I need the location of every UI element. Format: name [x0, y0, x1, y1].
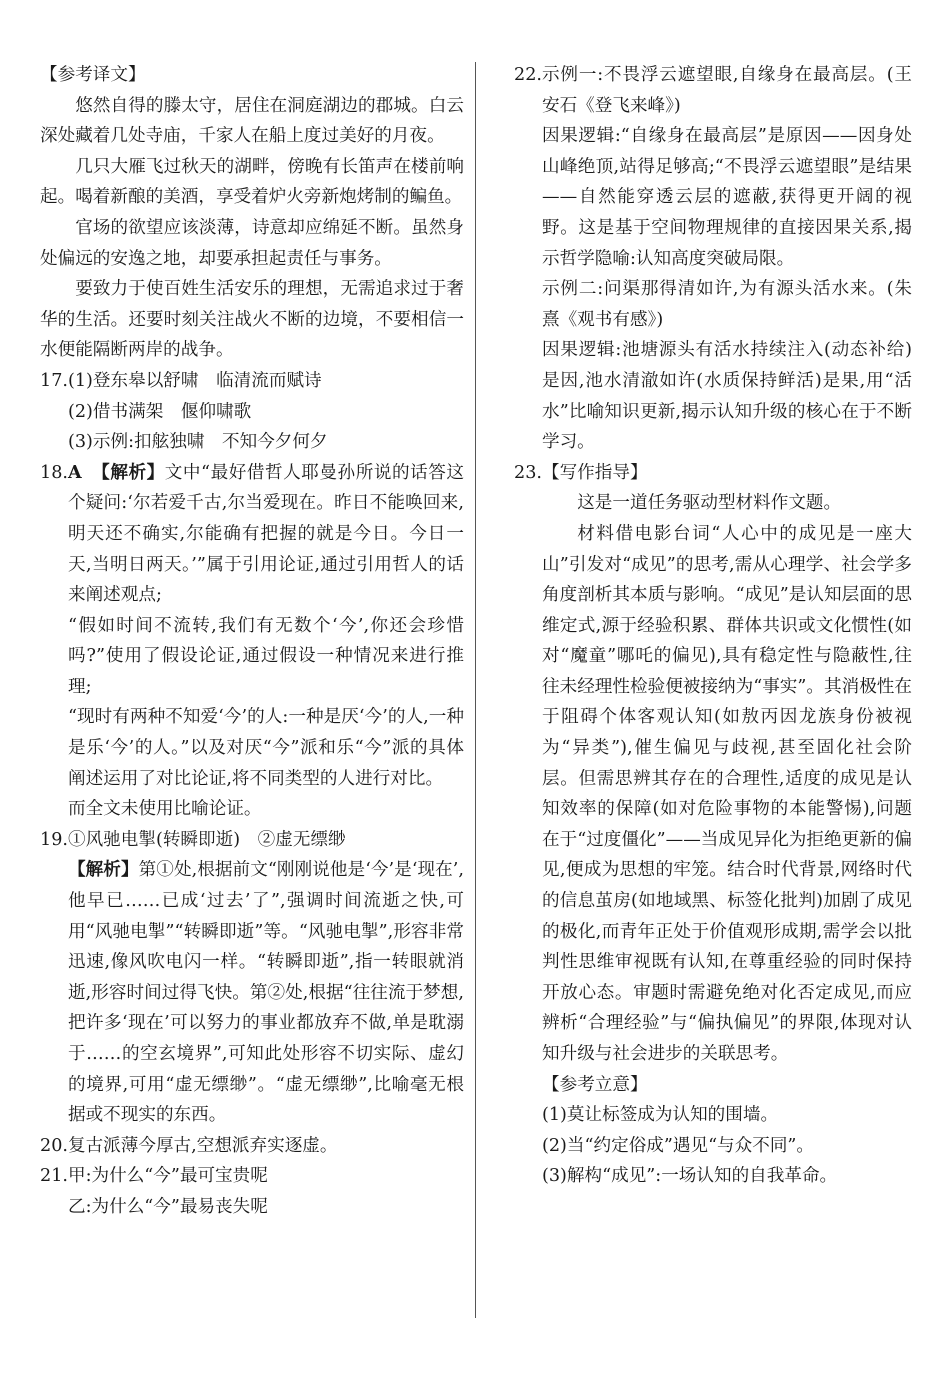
answer-line: 乙:为什么“今”最易丧失呢: [67, 1196, 268, 1217]
question-number: 18.: [40, 462, 68, 483]
question-19: [40, 825, 464, 1131]
answer-line: (2)借书满架 偃仰啸歌: [68, 401, 252, 422]
question-21: [40, 1161, 464, 1222]
example-line: 示例二:问渠那得清如许,为有源头活水来。(朱熹《观书有感》): [541, 279, 912, 330]
answer-line: ①风驰电掣(转瞬即逝) ②虚无缥缈: [67, 829, 346, 850]
question-18: [40, 458, 464, 825]
guide-paragraph: 这是一道任务驱动型材料作文题。: [577, 493, 842, 514]
translation-paragraph: 官场的欲望应该淡薄，诗意却应绵延不断。虽然身处偏远的安逸之地，却要承担起责任与事务。: [40, 217, 464, 269]
question-23: [514, 458, 912, 489]
analysis-label: 【解析】: [67, 859, 139, 881]
question-number: 20.: [40, 1135, 68, 1156]
section-title: 【参考立意】: [542, 1074, 648, 1095]
question-17: [40, 366, 464, 397]
guide-paragraph: 材料借电影台词“人心中的成见是一座大山”引发对“成见”的思考,需从心理学、社会学多角度剖析其本质与影响。“成见”是认知层面的思维定式,源于经验积累、群体共识或文化惯性(如对“魔童”哪吒的偏见),具有稳定性与隐蔽性,往往未经理性检验便被接纳为“事实”。其消极性在于阻碍个体客观认知(如敖丙因龙族身份被视为“异类”),催生偏见与歧视,甚至固化社会阶层。但需思辨其存在的合理性,适度的成见是认知效率的保障(如对危险事物的本能警惕),问题在于“过度僵化”——当成见异化为拒绝更新的偏见,便成为思想的牢笼。结合时代背景,网络时代的信息茧房(如地域黑、标签化批判)加剧了成见的极化,而青年正处于价值观形成期,需学会以批判性思维审视既有认知,在尊重经验的同时保持开放心态。审题时需避免绝对化否定成见,而应辨析“合理经验”与“偏执偏见”的界限,体现对认知升级与社会进步的关联思考。: [542, 523, 912, 1064]
analysis-label: 【解析】: [91, 461, 165, 483]
logic-paragraph: 因果逻辑:“自缘身在最高层”是原因——因身处山峰绝顶,站得足够高;“不畏浮云遮望眼”是结果——自然能穿透云层的遮蔽,获得更开阔的视野。这是基于空间物理规律的直接因果关系,揭示哲学隐喻:认知高度突破局限。: [541, 126, 912, 269]
reference-idea: (3)解构“成见”:一场认知的自我革命。: [542, 1166, 838, 1187]
analysis-paragraph: “现时有两种不知爱‘今’的人:一种是厌‘今’的人,一种是乐‘今’的人。”以及对厌“今”派和乐“今”派的具体阐述运用了对比论证,将不同类型的人进行对比。: [67, 707, 464, 789]
example-line: 示例一:不畏浮云遮望眼,自缘身在最高层。(王安石《登飞来峰》): [541, 65, 912, 116]
answer-line: 复古派薄今厚古,空想派弃实逐虚。: [67, 1135, 338, 1156]
analysis-paragraph: [68, 855, 464, 1130]
reference-idea: (2)当“约定俗成”遇见“与众不同”。: [542, 1135, 815, 1156]
question-number: 23.: [514, 462, 542, 483]
question-number: 17.: [40, 370, 68, 391]
left-column: [40, 60, 464, 1223]
section-title: 【写作指导】: [541, 462, 648, 483]
question-number: 22.: [514, 65, 542, 85]
answer-line: 甲:为什么“今”最可宝贵呢: [67, 1166, 268, 1187]
question-22: [514, 60, 912, 458]
reference-idea: (1)莫让标签成为认知的围墙。: [542, 1105, 779, 1126]
translation-paragraph: 要致力于使百姓生活安乐的理想，无需追求过于奢华的生活。还要时刻关注战火不断的边境，不要相信一水便能隔断两岸的战争。: [40, 279, 464, 361]
analysis-text: 文中“最好借哲人耶曼孙所说的话答这个疑问:‘尔若爱千古,尔当爱现在。昨日不能唤回来,明天还不确实,尔能确有把握的就是今日。今日一天,当明日两天。’”属于引用论证,通过引用哲人的话来阐述观点;: [67, 462, 464, 606]
analysis-text: 第①处,根据前文“刚刚说他是‘今’是‘现在’,他早已……已成‘过去’了”,强调时间流逝之快,可用“风驰电掣”“转瞬即逝”等。“风驰电掣”,形容非常迅速,像风吹电闪一样。“转瞬即逝”,指一转眼就消逝,形容时间过得飞快。第②处,根据“往往流于梦想,把许多‘现在’可以努力的事业都放弃不做,单是耽溺于……的空玄境界”,可知此处形容不切实际、虚幻的境界,可用“虚无缥缈”。“虚无缥缈”,比喻毫无根据或不现实的东西。: [67, 860, 464, 1126]
column-divider: [475, 62, 476, 1318]
translation-paragraph: 悠然自得的滕太守，居住在洞庭湖边的郡城。白云深处藏着几处寺庙，千家人在船上度过美好的月夜。: [40, 95, 464, 147]
translation-paragraph: 几只大雁飞过秋天的湖畔，傍晚有长笛声在楼前响起。喝着新酿的美酒，享受着炉火旁新炮烤制的鳊鱼。: [40, 156, 464, 208]
answer-line: (1)登东皋以舒啸 临清流而赋诗: [67, 370, 322, 391]
answer-line: (3)示例:扣舷独啸 不知今夕何夕: [68, 432, 328, 453]
right-column: [514, 60, 912, 1192]
logic-paragraph: 因果逻辑:池塘源头有活水持续注入(动态补给)是因,池水清澈如许(水质保持鲜活)是果,用“活水”比喻知识更新,揭示认知升级的核心在于不断学习。: [541, 340, 912, 453]
question-number: 19.: [40, 829, 68, 850]
question-number: 21.: [40, 1166, 68, 1187]
answer-choice: A: [67, 461, 82, 483]
analysis-paragraph: “假如时间不流转,我们有无数个‘今’,你还会珍惜吗?”使用了假设论证,通过假设一种情况来进行推理;: [67, 615, 464, 697]
question-20: [40, 1131, 464, 1162]
analysis-paragraph: [68, 458, 464, 611]
analysis-paragraph: 而全文未使用比喻论证。: [67, 799, 262, 820]
translation-title: 【参考译文】: [40, 65, 146, 85]
